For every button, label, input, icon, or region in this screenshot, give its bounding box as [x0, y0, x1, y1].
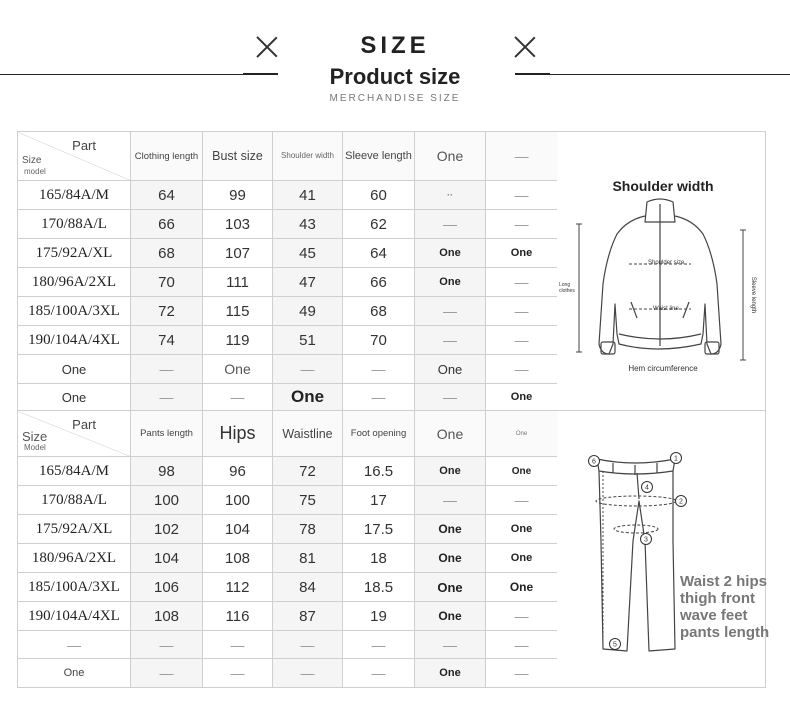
part-label: Part: [72, 138, 96, 153]
table-cell: —: [343, 355, 415, 384]
waist-line-label: Waist line: [653, 306, 679, 312]
table-cell: —: [486, 486, 558, 515]
size-label: Size: [22, 429, 48, 444]
table-row: [18, 268, 558, 297]
table-cell: 119: [203, 326, 273, 355]
table-cell: —: [486, 631, 558, 659]
corner-cell: [18, 411, 131, 457]
table-row: [18, 239, 558, 268]
table-cell: 43: [273, 210, 343, 239]
table-cell: —: [131, 631, 203, 659]
table-cell: —: [131, 384, 203, 411]
table-cell: 68: [343, 297, 415, 326]
table-cell: 70: [131, 268, 203, 297]
table-cell: 104: [131, 544, 203, 573]
table-cell: One: [203, 355, 273, 384]
header-cell: Clothing length: [131, 132, 203, 181]
size-cell: 190/104A/4XL: [18, 326, 131, 355]
table-cell: 102: [131, 515, 203, 544]
table-row: [18, 573, 558, 602]
table-cell: 112: [203, 573, 273, 602]
table-cell: —: [415, 486, 486, 515]
table-row: [18, 210, 558, 239]
table-cell: 72: [131, 297, 203, 326]
table-cell: 74: [131, 326, 203, 355]
table-cell: —: [486, 297, 558, 326]
table-cell: 62: [343, 210, 415, 239]
size-cell: One: [18, 355, 131, 384]
table-row: [18, 544, 558, 573]
merchandise-size-tagline: MERCHANDISE SIZE: [329, 93, 461, 104]
size-cell: 175/92A/XL: [18, 515, 131, 544]
table-cell: 49: [273, 297, 343, 326]
size-heading: SIZE: [360, 32, 430, 59]
table-cell: —: [415, 326, 486, 355]
jacket-diagram-panel: [557, 131, 766, 411]
pants-marker: 4: [645, 484, 649, 492]
pants-marker: 3: [644, 536, 648, 544]
size-cell: 165/84A/M: [18, 181, 131, 210]
table-cell: —: [203, 631, 273, 659]
jacket-diagram-title: Shoulder width: [612, 178, 714, 194]
size-cell: —: [18, 631, 131, 659]
table-cell: 103: [203, 210, 273, 239]
table-cell: —: [415, 297, 486, 326]
bottom-size-table: [17, 410, 558, 688]
corner-cell: [18, 132, 131, 181]
table-cell: 100: [203, 486, 273, 515]
table-cell: —: [203, 384, 273, 411]
table-cell: 47: [273, 268, 343, 297]
hem-circumference-label: Hem circumference: [628, 364, 698, 373]
table-cell: 111: [203, 268, 273, 297]
size-cell: 170/88A/L: [18, 486, 131, 515]
table-cell: One: [415, 457, 486, 486]
table-row: [18, 326, 558, 355]
size-cell: One: [18, 659, 131, 688]
size-label: Size: [22, 155, 42, 166]
table-row: [18, 486, 558, 515]
table-cell: 18: [343, 544, 415, 573]
table-cell: One: [415, 239, 486, 268]
pants-marker: 5: [613, 641, 617, 649]
table-cell: 115: [203, 297, 273, 326]
table-cell: 98: [131, 457, 203, 486]
table-cell: One: [273, 384, 343, 411]
table-row: [18, 631, 558, 659]
table-row: [18, 355, 558, 384]
long-clothes-label: Long clothes: [559, 282, 575, 294]
size-cell: One: [18, 384, 131, 411]
table-cell: One: [415, 515, 486, 544]
table-cell: One: [415, 268, 486, 297]
table-cell: —: [486, 210, 558, 239]
header-cell: One: [486, 411, 558, 457]
header-cell: Pants length: [131, 411, 203, 457]
table-row: [18, 515, 558, 544]
top-size-table: [17, 131, 558, 411]
chest-size-label: Shoulder size: [648, 260, 685, 266]
table-cell: —: [273, 355, 343, 384]
table-cell: 108: [203, 544, 273, 573]
table-cell: 60: [343, 181, 415, 210]
header-row: [18, 411, 558, 457]
table-cell: 70: [343, 326, 415, 355]
table-cell: —: [343, 659, 415, 688]
header-cell: Sleeve length: [343, 132, 415, 181]
size-cell: 165/84A/M: [18, 457, 131, 486]
table-cell: 17: [343, 486, 415, 515]
table-cell: One: [486, 457, 558, 486]
size-cell: 180/96A/2XL: [18, 544, 131, 573]
table-cell: 107: [203, 239, 273, 268]
table-cell: —: [131, 355, 203, 384]
table-cell: —: [131, 659, 203, 688]
table-cell: —: [486, 181, 558, 210]
table-row: [18, 297, 558, 326]
table-cell: —: [203, 659, 273, 688]
table-cell: —: [486, 659, 558, 688]
header-cell: Waistline: [273, 411, 343, 457]
table-cell: One: [415, 573, 486, 602]
pants-marker: 6: [592, 458, 596, 466]
table-cell: One: [415, 659, 486, 688]
table-cell: One: [415, 602, 486, 631]
size-cell: 180/96A/2XL: [18, 268, 131, 297]
header-cell: One: [415, 411, 486, 457]
table-cell: One: [486, 384, 558, 411]
table-cell: 18.5: [343, 573, 415, 602]
pants-marker: 2: [679, 498, 683, 506]
size-cell: 185/100A/3XL: [18, 573, 131, 602]
table-cell: 16.5: [343, 457, 415, 486]
table-cell: 100: [131, 486, 203, 515]
size-cell: 185/100A/3XL: [18, 297, 131, 326]
table-cell: —: [415, 210, 486, 239]
product-size-title: Product size: [329, 64, 461, 89]
table-cell: 75: [273, 486, 343, 515]
table-cell: 104: [203, 515, 273, 544]
model-label: model: [24, 167, 46, 176]
table-cell: 87: [273, 602, 343, 631]
pants-marker: 1: [674, 455, 678, 463]
header-row: [18, 132, 558, 181]
table-cell: 17.5: [343, 515, 415, 544]
pants-caption: Waist 2 hips thigh front wave feet pants length: [680, 573, 770, 641]
table-cell: 81: [273, 544, 343, 573]
header-cell: Hips: [203, 411, 273, 457]
size-cell: 170/88A/L: [18, 210, 131, 239]
pants-illustration: [557, 411, 765, 687]
table-cell: One: [415, 355, 486, 384]
header-cell: Bust size: [203, 132, 273, 181]
header-cell: One: [415, 132, 486, 181]
table-cell: —: [486, 355, 558, 384]
table-cell: 66: [131, 210, 203, 239]
table-row: [18, 659, 558, 688]
table-cell: 68: [131, 239, 203, 268]
table-row: [18, 384, 558, 411]
table-cell: 19: [343, 602, 415, 631]
pants-diagram-panel: [557, 410, 770, 688]
table-cell: 108: [131, 602, 203, 631]
size-cell: 190/104A/4XL: [18, 602, 131, 631]
table-cell: 45: [273, 239, 343, 268]
table-cell: One: [486, 544, 558, 573]
table-cell: —: [273, 631, 343, 659]
header-cell: —: [486, 132, 558, 181]
header-cell: Foot opening: [343, 411, 415, 457]
table-cell: One: [486, 239, 558, 268]
size-cell: 175/92A/XL: [18, 239, 131, 268]
table-row: [18, 602, 558, 631]
table-cell: 99: [203, 181, 273, 210]
table-cell: One: [486, 573, 558, 602]
table-cell: One: [415, 544, 486, 573]
header-cell: Shoulder width: [273, 132, 343, 181]
table-cell: —: [486, 602, 558, 631]
table-cell: —: [486, 326, 558, 355]
table-cell: 78: [273, 515, 343, 544]
table-cell: —: [273, 659, 343, 688]
table-cell: —: [343, 384, 415, 411]
table-cell: 106: [131, 573, 203, 602]
table-cell: 66: [343, 268, 415, 297]
table-cell: 51: [273, 326, 343, 355]
table-cell: —: [415, 384, 486, 411]
table-cell: 96: [203, 457, 273, 486]
table-cell: ··: [415, 181, 486, 210]
table-cell: —: [486, 268, 558, 297]
table-row: [18, 181, 558, 210]
table-cell: —: [415, 631, 486, 659]
table-cell: 72: [273, 457, 343, 486]
table-cell: —: [343, 631, 415, 659]
table-cell: 64: [343, 239, 415, 268]
table-cell: 84: [273, 573, 343, 602]
table-row: [18, 457, 558, 486]
table-cell: 41: [273, 181, 343, 210]
table-cell: One: [486, 515, 558, 544]
part-label: Part: [72, 417, 96, 432]
sleeve-length-label: Sleeve length: [750, 276, 757, 314]
table-cell: 64: [131, 181, 203, 210]
model-label: Model: [24, 443, 46, 452]
table-cell: 116: [203, 602, 273, 631]
